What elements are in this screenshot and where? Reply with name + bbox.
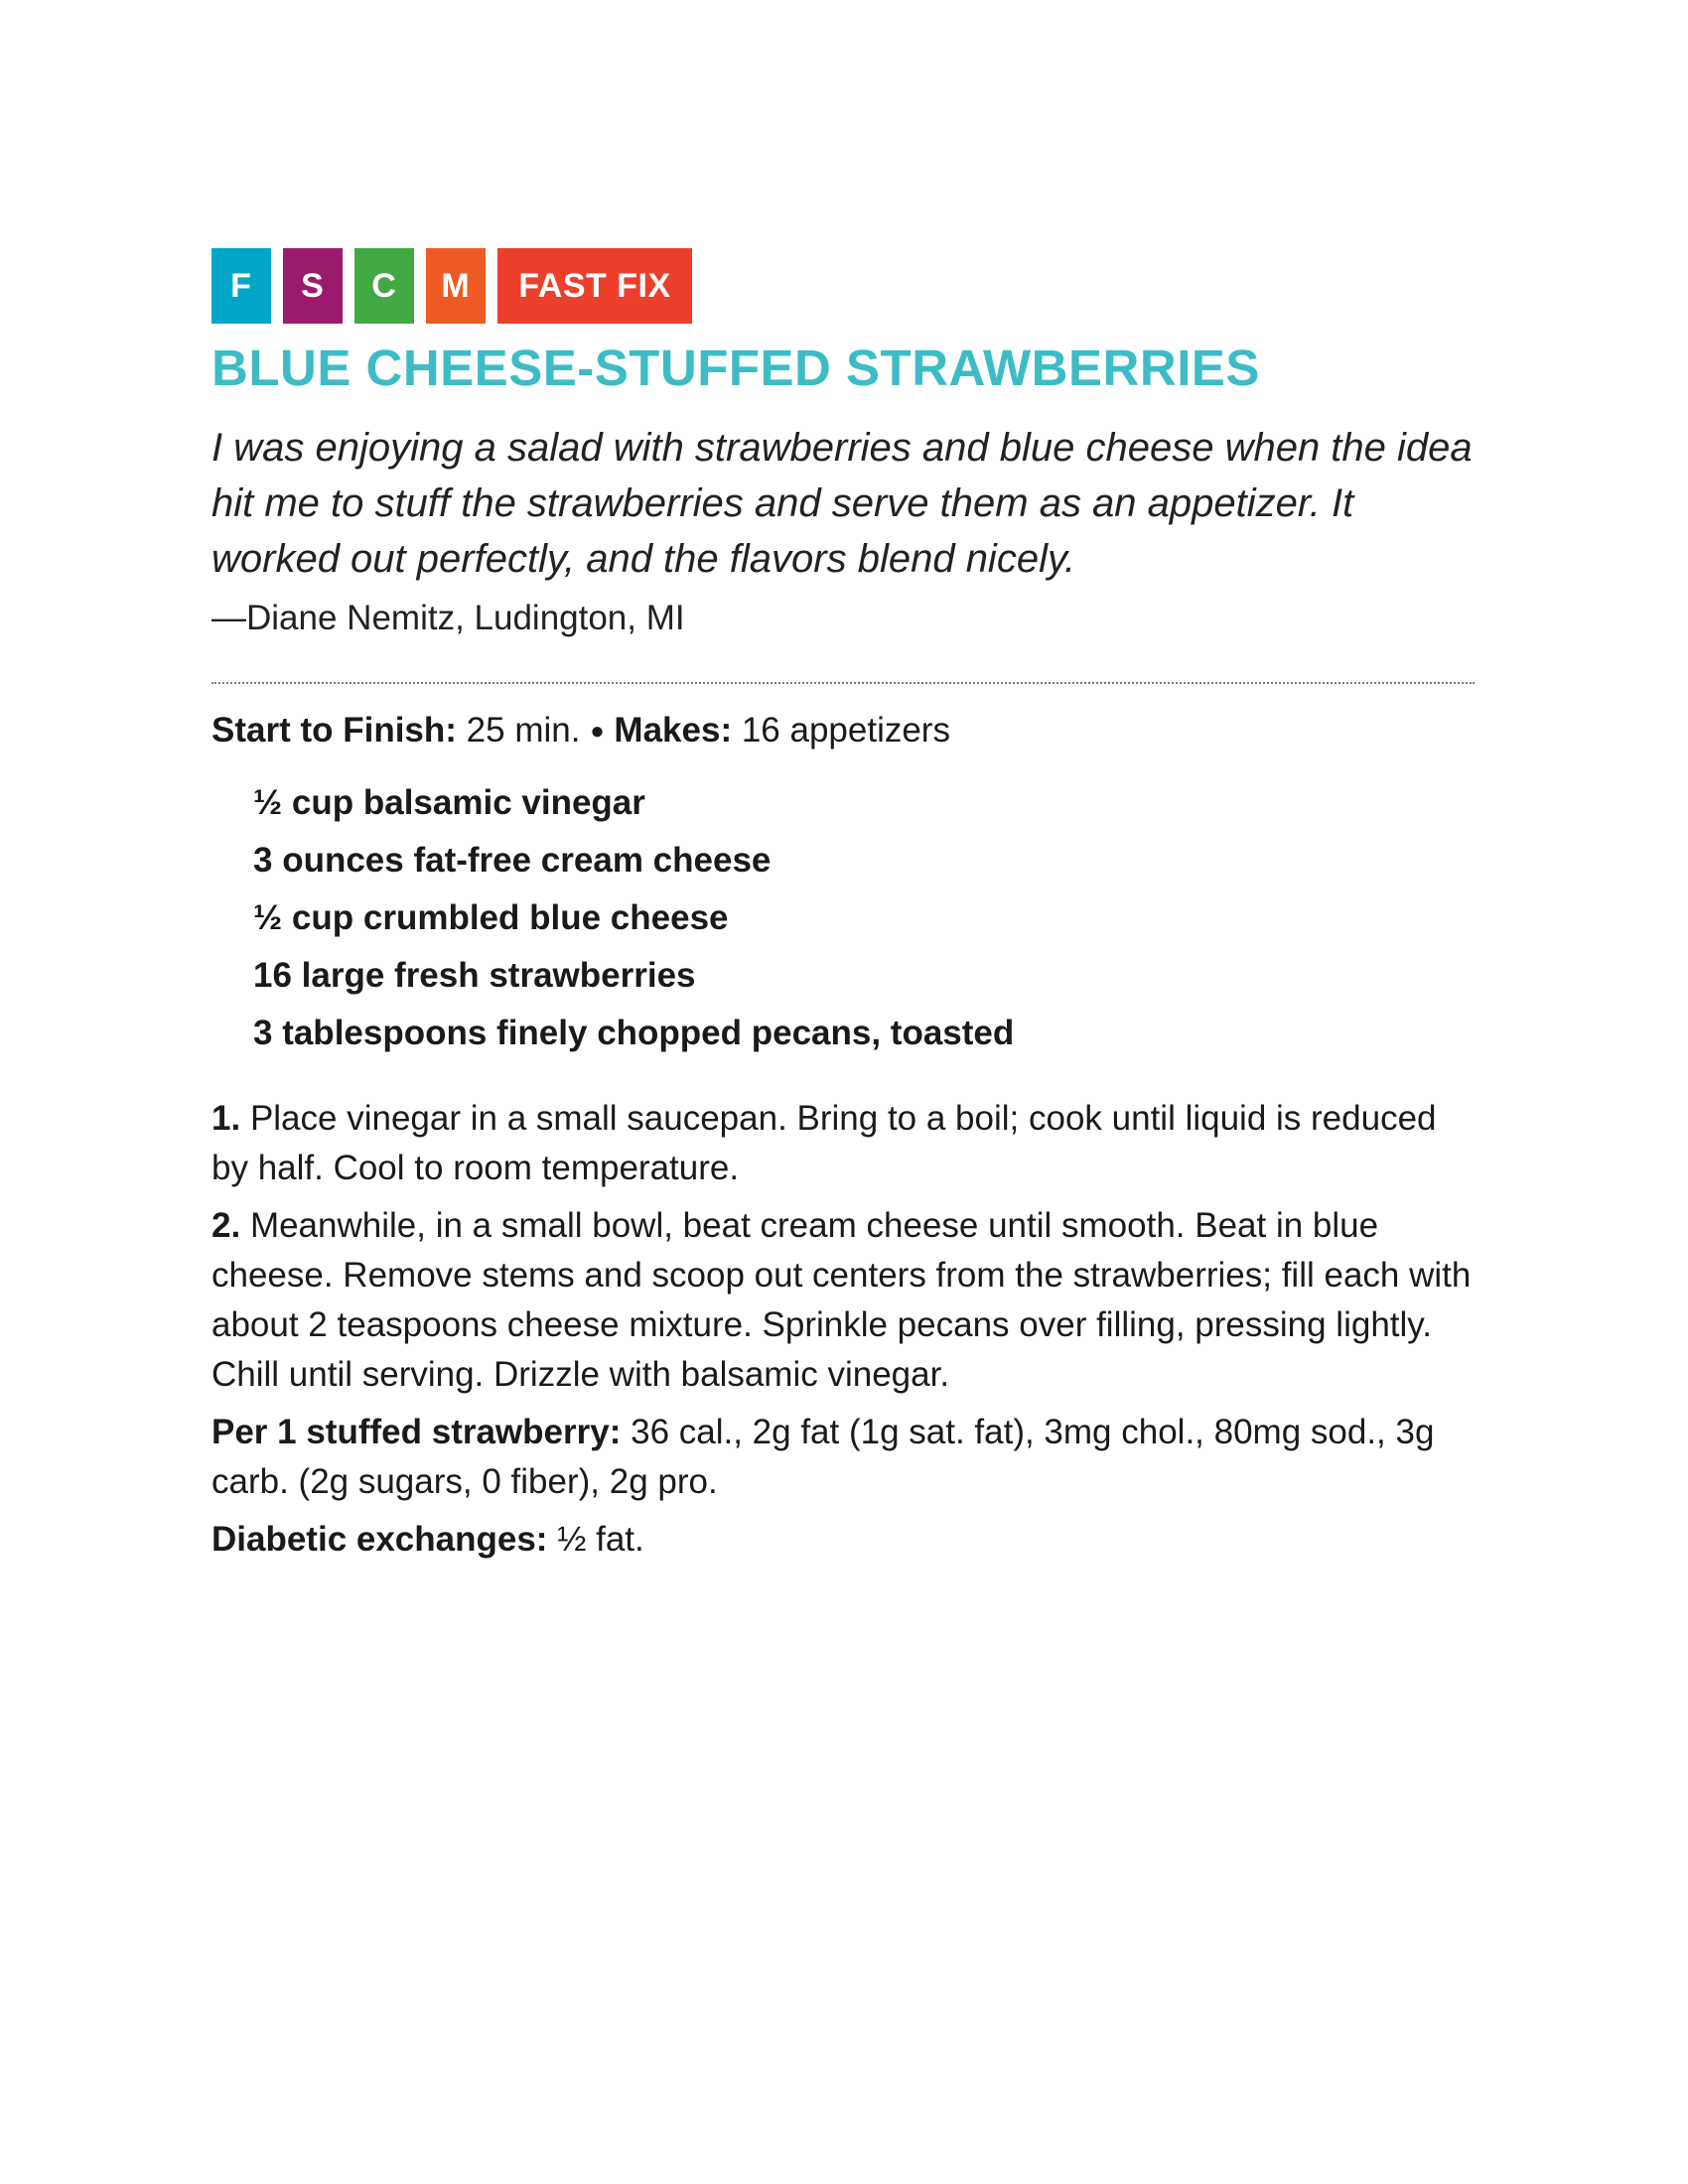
- badge-s: S: [283, 248, 343, 324]
- step-text: Meanwhile, in a small bowl, beat cream cheese until smooth. Beat in blue cheese. Remove stems and scoop out centers from the strawberries; fill each with about 2 teaspoons cheese mixture. Sprinkle pecans over filling, pressing lightly. Chill until serving. Drizzle with balsamic vinegar.: [211, 1206, 1472, 1395]
- recipe-attribution: —Diane Nemitz, Ludington, MI: [211, 599, 685, 638]
- step-text: Place vinegar in a small saucepan. Bring to a boil; cook until liquid is reduced by half. Cool to room temperature.: [211, 1099, 1437, 1188]
- dotted-divider: [211, 682, 1475, 684]
- recipe-meta: [211, 706, 1475, 756]
- ingredient-item: ½ cup crumbled blue cheese: [253, 898, 729, 938]
- ingredient-item: 16 large fresh strawberries: [253, 956, 696, 996]
- ingredient-item: 3 ounces fat-free cream cheese: [253, 841, 772, 881]
- step-number: 2.: [211, 1206, 241, 1246]
- badge-f: F: [211, 248, 271, 324]
- start-label: Start to Finish:: [211, 711, 457, 751]
- direction-step: [211, 1094, 1475, 1193]
- badge-c: C: [354, 248, 414, 324]
- badge-fast-fix: FAST FIX: [497, 248, 692, 324]
- exchanges-text: ½ fat.: [557, 1520, 644, 1560]
- recipe-page: [211, 248, 1475, 1572]
- step-number: 1.: [211, 1099, 241, 1139]
- diabetic-exchanges: [211, 1515, 1475, 1565]
- recipe-quote: I was enjoying a salad with strawberries and blue cheese when the idea hit me to stuff the strawberries and serve them as an appetizer. It worked out perfectly, and the flavors blend nicely.: [211, 426, 1473, 582]
- start-value: 25 min.: [466, 711, 581, 751]
- makes-label: Makes:: [614, 711, 733, 751]
- nutrition-facts: [211, 1408, 1475, 1507]
- nutrition-label: Per 1 stuffed strawberry:: [211, 1413, 622, 1452]
- nutrition-text: 36 cal., 2g fat (1g sat. fat), 3mg chol., 80mg sod., 3g carb. (2g sugars, 0 fiber), 2g pro.: [211, 1413, 1435, 1502]
- badge-m: M: [426, 248, 486, 324]
- exchanges-label: Diabetic exchanges:: [211, 1520, 548, 1560]
- direction-step: [211, 1201, 1475, 1400]
- directions: [211, 1094, 1475, 1565]
- makes-value: 16 appetizers: [741, 711, 950, 751]
- ingredient-list: [211, 774, 1475, 1062]
- ingredient-item: ½ cup balsamic vinegar: [253, 783, 645, 823]
- category-badges: [211, 248, 1475, 324]
- bullet-separator: ●: [590, 718, 605, 746]
- recipe-title: BLUE CHEESE-STUFFED STRAWBERRIES: [211, 340, 1260, 396]
- ingredient-item: 3 tablespoons finely chopped pecans, toasted: [253, 1014, 1015, 1053]
